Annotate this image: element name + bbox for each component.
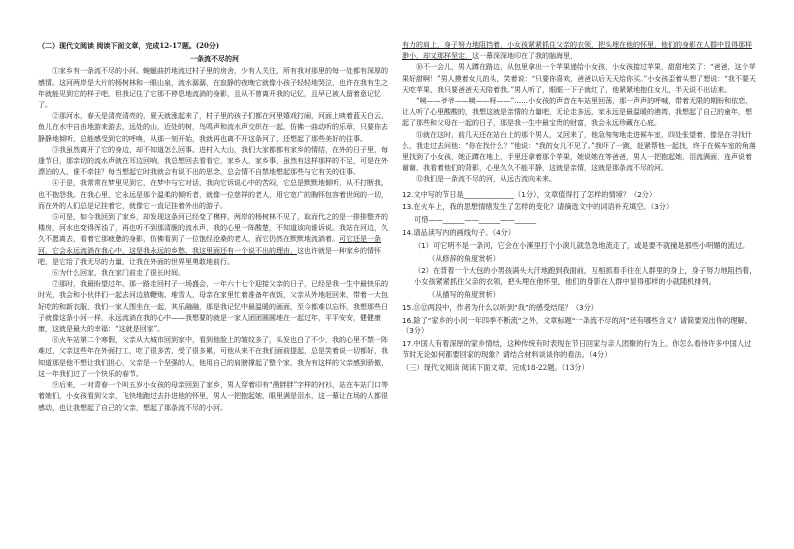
paragraph-12: “咦——爷爷——咦——呀——”……小女孩的声音在车站里回荡，那一声声的呼喊，带着无限的期盼和依恋，让人听了心里酸酸的，我想这就是亲情的力量吧，无论走多远，家永远是最温暖的港湾，我想起了自己的童年，想起了那些和父母在一起的日子，那是我一生中最宝贵的财富，我会永远珍藏在心底。 [402,97,753,128]
questions-block [402,190,758,374]
article-title: 一条流不尽的河 [190,54,239,64]
paragraph-13: ⑪就在这时，前几天还在站台上的那个男人，又回来了，他急匆匆地走进候车室，四处张望着，像是在寻找什么，我走过去问他：“你在找什么？”他说：“我的女儿不见了。”我吓了一跳，赶紧帮他一起找，终于在候车室的角落里找到了小女孩，她正蹲在地上，手里还拿着那个苹果，她说她在等爸爸，男人一把抱起她，泪流满面，连声说着谢谢，我看着他们的背影，心里久久不能平静，这就是亲情，这就是那条流不尽的河。 [402,130,756,173]
section-heading: （二）现代文阅读 阅读下面文章，完成12-17题。(20分) [38,41,220,50]
question-17: 17.中国人有着深厚的家乡情结，这种传统有时表现在节日回家与亲人团聚的行为上。你怎么看待许多中国人过节时无论如何都要回家的现象？请结合材料谈谈你的看法。（4分） [402,339,752,359]
question-16: 16.除了“家乡的小河一年四季不断流”之外，文章标题“一条流不尽的河”还有哪些含义？请简要说出你的理解。（3分） [402,315,752,336]
question-14-part-1-hint: （从修辞的角度赏析） [428,253,500,263]
question-14-part-2-hint: （从描写的角度赏析） [428,290,500,300]
section-3-heading: （三）现代文阅读 阅读下面文章，完成18-22题。（13分） [402,362,589,372]
paragraph-11: ⑩不一会儿，男人蹲在路边，从包里拿出一个苹果递给小女孩，小女孩接过苹果，甜甜地笑了：“爸爸，这个苹果好甜啊！”男人摸着女儿的头，笑着说：“只要你喜欢，爸爸以后天天给你买。”小女孩歪着头想了想说：“我不要天天吃苹果，我只要爸爸天天陪着我。”男人听了，眼眶一下子就红了，他紧紧地抱住女儿，半天说不出话来。 [402,63,756,94]
paragraph-3: ③我虽然离开了它的身边，却不知道怎么回事。进村入大山，我们大家都都有家乡的情结，在外的日子里，每逢节日，那亲切的流水声就在耳边回响，我总想回去看看它，家乡人，家乡事，虽然有这样那样的不足，可是在外漂泊的人，谁不牵挂？每当想起它时我就会有说不出的思念，总会情不自禁地想起那些与它有关的往事。 [38,145,388,177]
paragraph-8: ⑧火车站第二个寒假，父亲从大城市回到家中，看到他脸上的皱纹多了，头发也白了不少，我的心里不禁一阵难过，父亲这些年在外面打工，吃了很多苦，受了很多累，可他从来不在我们面前提起，总是笑着说一切都好，我知道那是他不想让我们担心，父亲是一个坚强的人，他用自己的肩膀撑起了整个家，我为有这样的父亲感到骄傲，这一年我们过了一个快乐的春节。 [38,336,388,378]
left-column [38,40,391,414]
paragraph-1: ①家乡有一条流不尽的小河。蜿蜒曲折地流过村子里的房舍，少有人关注，所有我对那里的每一处都有深厚的感情。这河两岸是大片的杨树林和一眼山泉，流水潺潺，在寂静的夜晚它就像小孩子轻轻地哭泣，也许在我有生之年就能见到它的样子吧，但我记住了它那不停息地流淌的身影，且从不曾离开我的记忆，且早已被人留着意记忆了。 [38,67,388,110]
paragraph-14: ⑫我们是一条流不尽的河，从远古流向未来。 [416,175,556,184]
paragraph-7: ⑦那时，我最盼望过年。那一路走回村子一场盛会，一年六十七个迎接父亲的日子，已经是我一生中最快乐的时光，我会和小伙伴们一起去河边放鞭炮、堆雪人，母亲在家里忙着准备年夜饭，父亲从外地赶回来，带着一大包好吃的和新衣服，我们一家人围坐在一起，其乐融融，那是我记忆中最温暖的画面，至今都难以忘怀，我想那些日子就像这条小河一样，永远流淌在我的心中——我想要的就是一家人团团圆圆地在一起过年，平平安安，健健康康，这就是最大的幸福：“这就是回家”。 [38,280,388,334]
question-12: 12.文中写的节日是______________（1分），文章值得打了怎样的情境？（2分） [402,189,657,199]
question-14-part-2: （2）在背着一个大包的小男孩满头大汗地跑到我面前，互相抓着手往在人群里的身上，身子努力地阻挡着，小女孩紧紧抓住父亲的衣领，把头埋在他怀里，他们的身影在人群中显得那样的小就随机排列。 [414,266,757,287]
paragraph-10: 有力的肩上，身子努力地阻挡着，小女孩紧紧抓住父亲的衣领，把头埋在他的怀里，他们的身影在人群中显得那样渺小，却又那样坚定，这一幕深深地印在了我的脑海里， [402,41,752,61]
paragraph-4: ④于是，我常常在梦里见到它，在梦中与它对话，我向它诉说心中的苦闷，它总是默默地倾听，从不打断我，也不抱怨我。在我心里，它永远是那个温柔的倾听者，就像一位慈祥的老人，用它宽广的胸怀包容着世间的一切，而在外的人们总是记挂着它，就像它一直记挂着外出的游子。 [38,179,388,210]
question-15: 15.⑪⑫两段中，作者为什么以听到“我”的感受结尾？（3分） [402,302,598,312]
paragraph-6: ⑥为什么回家，我在家门前走了很长时间。 [52,269,185,278]
paragraph-2: ②那河水，春天是清亮清亮的，夏天就涨起来了，村子里的孩子们都在河里嬉戏打闹，河面上映着蓝天白云，鱼儿在水中自由地游来游去，远处的山，近处的树，鸟鸣声和流水声交织在一起，仿佛一曲动听的乐章，只要你去静静地倾听，总能感受到它的呼唤，从那一刻开始，我就再也离不开这条河了，还想起了那些美好的往事。 [38,112,388,143]
question-14: 14.请品读写内的画线句子。（4分） [402,228,516,238]
paragraph-9: ⑨后来，一对青春一个叫五岁小女孩的母亲回到了家乡，男人穿着印有“凿胖胖”字样的衬衫，站在车站门口等着她们，小女孩看到父亲，飞快地跑过去扑进他的怀里，男人一把抱起她，眼里满是泪水，这一幕让在场的人都很感动，也让我想起了自己的父亲，想起了那条流不尽的小河。 [38,381,389,412]
right-column [402,40,758,376]
question-13: 13.在火车上，我的思想情绪发生了怎样的变化？请摘选文中的词语补充填空。（3分） [402,202,674,212]
question-13-answer-line: 可惜——______——______——______ [414,215,537,225]
question-14-part-1: （1）可它明不是一条河，它会在小溪里打个小滚儿就急急地流走了，或是要不就撞是那些小明媚的流过。 [414,240,750,250]
underlined-sentence-1: 可它还是一条河，它会永远流淌在我心中，这是我永远的乡愁，我这里面还有一个说不出的理由， [38,235,381,255]
underlined-sentence-2: 有力的肩上，身子努力地阻挡着，小女孩紧紧抓住父亲的衣领，把头埋在他的怀里，他们的身影在人群中显得那样渺小，却又那样坚定， [402,41,752,61]
paragraph-5: ⑤可是，如今我回到了家乡，却发现这条河已经变了模样，两岸的杨树林不见了，取而代之的是一排排整齐的楼房，河水也变得浑浊了，再也听不到那清脆的流水声，我的心里一阵酸楚，不知道该向谁诉说。我站在河边，久久不愿离去，看着它那疲惫的身影，仿佛看到了一位饱经沧桑的老人，而它仍然在默默地流淌着。可它还是一条河，它会永远流淌在我心中，这是我永远的乡愁，我这里面还有一个说不出的理由，这也许就是一种家乡的情怀吧，是它给了我无尽的力量，让我在外面的世界里勇敢地前行。 [38,213,388,266]
